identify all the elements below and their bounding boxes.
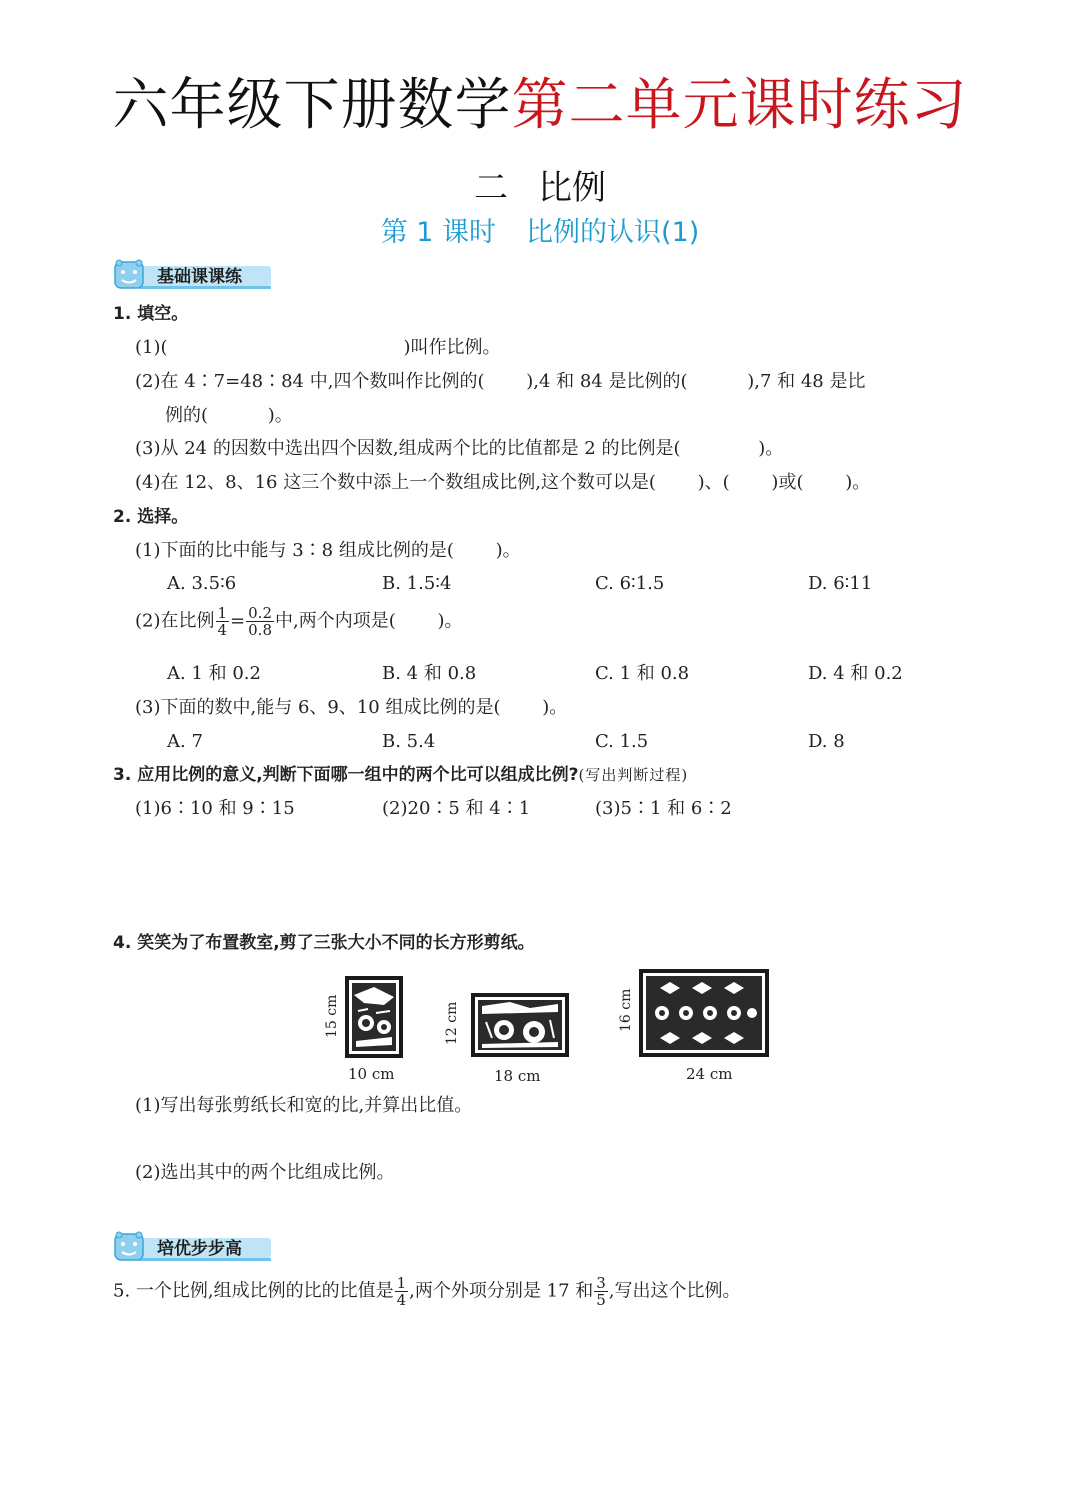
paper-cutting-1-image [344, 975, 404, 1059]
q1-sub4: (4)在 12、8、16 这三个数中添上一个数组成比例,这个数可以是( )、( )或( )。 [135, 472, 871, 493]
paper-2-height: 12 cm [444, 1001, 460, 1045]
q2-sub1-option-d: D. 6∶11 [808, 573, 873, 594]
q2-sub3: (3)下面的数中,能与 6、9、10 组成比例的是( )。 [135, 697, 568, 718]
q5-middle: ,两个外项分别是 17 和 [409, 1280, 594, 1302]
fraction: $\frac{1}{4}$ [217, 604, 228, 639]
section-banner-advanced [113, 1230, 273, 1264]
q2-heading: 2. 选择。 [113, 507, 189, 527]
paper-cutting-2-image [470, 992, 570, 1058]
q5-start: 5. 一个比例,组成比例的比的比值是 [113, 1280, 394, 1302]
q2-sub1-option-a: A. 3.5∶6 [167, 573, 237, 594]
paper-1-height: 15 cm [324, 994, 340, 1038]
q2-sub2-option-b: B. 4 和 0.8 [382, 663, 477, 684]
section-banner-basic [113, 258, 273, 292]
q2-sub3-option-d: D. 8 [808, 731, 845, 752]
paper-3-height: 16 cm [618, 988, 634, 1032]
fraction: $\frac{1}{4}$ [396, 1274, 407, 1309]
q5-end: ,写出这个比例。 [608, 1280, 741, 1302]
q1-heading: 1. 填空。 [113, 304, 189, 324]
q3-heading-text: 3. 应用比例的意义,判断下面哪一组中的两个比可以组成比例? [113, 765, 579, 785]
q5-text [113, 1275, 741, 1308]
q2-sub3-option-b: B. 5.4 [382, 731, 436, 752]
q2-sub1: (1)下面的比中能与 3∶8 组成比例的是( )。 [135, 540, 521, 561]
unit-title [0, 160, 1080, 209]
equals-sign: = [230, 610, 246, 632]
q1-sub1 [135, 336, 501, 360]
paper-1-width: 10 cm [348, 1065, 395, 1083]
q2-sub2 [135, 605, 463, 638]
main-title-red: 第二单元课时练习 [511, 73, 968, 138]
q2-sub1-option-c: C. 6∶1.5 [595, 573, 665, 594]
main-title-black: 六年级下册数学 [112, 73, 512, 138]
q3-note: (写出判断过程) [578, 766, 689, 784]
q1-sub2-line2: 例的( )。 [165, 405, 293, 426]
lesson-title [0, 210, 1080, 249]
q4-heading: 4. 笑笑为了布置教室,剪了三张大小不同的长方形剪纸。 [113, 933, 535, 953]
q1-sub1-end: )叫作比例。 [403, 337, 501, 358]
section-label: 培优步步高 [157, 1239, 242, 1259]
paper-cutting-3-image [638, 968, 770, 1058]
paper-2-width: 18 cm [494, 1067, 541, 1085]
main-title [0, 70, 1080, 142]
lesson-name: 比例的认识(1) [526, 217, 700, 248]
unit-name: 比例 [538, 168, 606, 208]
q3-item-3: (3)5∶1 和 6∶2 [595, 798, 732, 819]
q1-sub3: (3)从 24 的因数中选出四个因数,组成两个比的比值都是 2 的比例是( )。 [135, 438, 784, 459]
q4-sub2: (2)选出其中的两个比组成比例。 [135, 1162, 395, 1183]
q3-heading [113, 763, 688, 787]
lesson-number: 第 1 课时 [380, 217, 497, 248]
paper-3-width: 24 cm [686, 1065, 733, 1083]
q2-sub2-end: 中,两个内项是( )。 [275, 610, 463, 632]
q1-sub1-start: (1)( [135, 337, 168, 358]
fraction: $\frac{3}{5}$ [596, 1274, 606, 1309]
q2-sub2-option-a: A. 1 和 0.2 [167, 663, 261, 684]
q3-item-2: (2)20∶5 和 4∶1 [382, 798, 531, 819]
q2-sub2-option-d: D. 4 和 0.2 [808, 663, 903, 684]
q2-sub3-option-a: A. 7 [167, 731, 203, 752]
q2-sub3-option-c: C. 1.5 [595, 731, 649, 752]
q1-sub2-line1: (2)在 4∶7=48∶84 中,四个数叫作比例的( ),4 和 84 是比例的( ),7 和 48 是比 [135, 371, 866, 392]
section-label: 基础课课练 [157, 267, 242, 287]
q2-sub2-start: (2)在比例 [135, 610, 215, 632]
q3-item-1: (1)6∶10 和 9∶15 [135, 798, 295, 819]
unit-number: 二 [474, 168, 508, 208]
q2-sub1-option-b: B. 1.5∶4 [382, 573, 452, 594]
q4-sub1: (1)写出每张剪纸长和宽的比,并算出比值。 [135, 1095, 473, 1116]
q2-sub2-option-c: C. 1 和 0.8 [595, 663, 690, 684]
fraction: $\frac{0.2}{0.8}$ [248, 604, 272, 639]
